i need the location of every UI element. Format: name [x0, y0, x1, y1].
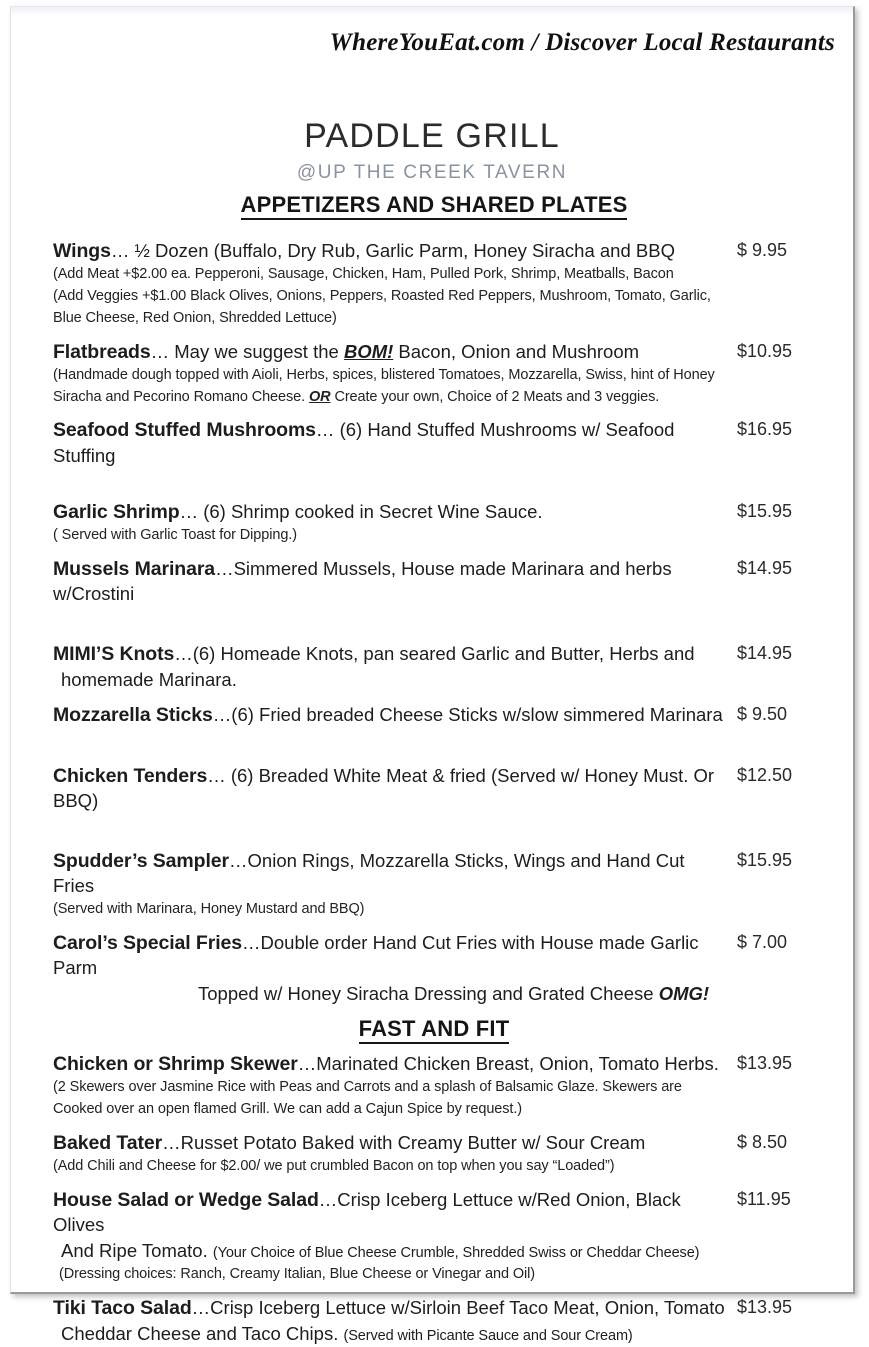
menu-item-seafood-stuffed-mushrooms [53, 417, 815, 468]
menu-item-title-line [53, 238, 727, 264]
menu-item-description-continuation: homemade Marinara. [61, 669, 237, 691]
menu-item-note: (Handmade dough topped with Aioli, Herbs, spices, blistered Tomatoes, Mozzarella, Swiss, hint of Honey [53, 366, 715, 383]
section-heading-appetizers-label: APPETIZERS AND SHARED PLATES [241, 192, 628, 220]
menu-item-ellipsis: … [212, 704, 232, 726]
menu-item-row [53, 499, 815, 525]
scan-artifact-band [11, 7, 853, 16]
menu-item-ellipsis: … [110, 240, 135, 261]
menu-item-description-after: Bacon, Onion and Mushroom [393, 340, 640, 362]
menu-item-text [53, 641, 737, 667]
menu-item-row [53, 930, 815, 1007]
menu-item-description-continuation [53, 1238, 815, 1264]
menu-item-description: ½ Dozen (Buffalo, Dry Rub, Garlic Parm, Honey Siracha and BBQ [134, 240, 675, 261]
menu-item-price: $11.95 [737, 1188, 791, 1209]
menu-item-text [53, 1187, 737, 1238]
menu-item-title-line [53, 848, 727, 899]
menu-item-name: MIMI’S Knots [53, 643, 175, 665]
menu-item-chicken-tenders [53, 763, 815, 814]
menu-item-ellipsis: … [318, 1188, 338, 1210]
menu-item-mimis-knots [53, 641, 815, 693]
menu-item-price: $12.50 [737, 764, 793, 785]
menu-item-description: (6) Breaded White Meat & fried (Served w/ Honey Must. Or BBQ) [53, 764, 715, 811]
menu-item-ellipsis: … [150, 340, 175, 362]
restaurant-name: PADDLE GRILL [304, 117, 560, 155]
menu-item-description: Marinated Chicken Breast, Onion, Tomato Herbs. [316, 1053, 719, 1074]
menu-item-title-line [53, 641, 727, 667]
section-heading-fast-and-fit-label: FAST AND FIT [359, 1016, 510, 1044]
menu-item-price: $ 9.50 [737, 704, 788, 725]
menu-body [53, 192, 815, 1347]
menu-item-row [53, 417, 815, 468]
menu-item-title-line [53, 1130, 727, 1156]
menu-item-note [53, 387, 815, 409]
continuation-note: (Served with Picante Sauce and Sour Cream) [343, 1328, 633, 1345]
menu-item-name: Garlic Shrimp [53, 500, 180, 523]
menu-item-text [53, 763, 737, 814]
menu-item-baked-tater [53, 1130, 815, 1178]
menu-item-description: (6) Shrimp cooked in Secret Wine Sauce. [203, 500, 543, 522]
menu-item-description: Double order Hand Cut Fries with House made Garlic Parm [53, 931, 699, 979]
menu-item-title-line [53, 763, 727, 814]
menu-item-name: Carol’s Special Fries [53, 931, 243, 954]
menu-item-row [53, 339, 815, 365]
menu-item-note: (Served with Marinara, Honey Mustard and BBQ) [53, 901, 365, 918]
menu-item-text [53, 930, 737, 1007]
continuation-text: Topped w/ Honey Siracha Dressing and Grated Cheese [198, 983, 659, 1005]
menu-item-row [53, 1187, 815, 1238]
menu-item-name: Chicken or Shrimp Skewer [53, 1053, 298, 1075]
menu-item-note: Cooked over an open flamed Grill. We can add a Cajun Spice by request.) [53, 1101, 522, 1118]
menu-item-chicken-or-shrimp-skewer [53, 1051, 815, 1121]
menu-item-name: Flatbreads [53, 340, 151, 363]
menu-page [10, 6, 855, 1345]
menu-item-description-before: May we suggest the [174, 340, 344, 362]
menu-item-row [53, 641, 815, 667]
menu-item-price: $13.95 [737, 1296, 793, 1317]
menu-item-ellipsis: … [179, 500, 204, 522]
menu-item-title-line [53, 702, 727, 728]
menu-item-house-salad-or-wedge-salad [53, 1187, 815, 1286]
menu-item-note: (Dressing choices: Ranch, Creamy Italian, Blue Cheese or Vinegar and Oil) [59, 1266, 535, 1283]
restaurant-location: @UP THE CREEK TAVERN [296, 161, 568, 183]
menu-item-row [53, 702, 815, 728]
menu-item-title-line [53, 1295, 727, 1321]
note-before: Siracha and Pecorino Romano Cheese. [53, 388, 309, 405]
menu-item-description-continuation [53, 1321, 815, 1347]
menu-item-description: (6) Fried breaded Cheese Sticks w/slow simmered Marinara [231, 704, 723, 726]
menu-item-name: House Salad or Wedge Salad [53, 1188, 319, 1211]
menu-item-ellipsis: … [162, 1131, 181, 1153]
menu-item-title-line [53, 930, 727, 981]
menu-item-text [53, 848, 737, 899]
menu-item-ellipsis: … [229, 849, 248, 871]
menu-item-row [53, 763, 815, 814]
menu-item-price: $15.95 [737, 849, 793, 870]
continuation-note: (Your Choice of Blue Cheese Crumble, Shredded Swiss or Cheddar Cheese) [212, 1245, 700, 1262]
menu-item-ellipsis: … [315, 419, 340, 441]
menu-item-mussels-marinara [53, 556, 815, 607]
menu-item-price: $ 9.95 [737, 240, 788, 260]
menu-item-name: Spudder’s Sampler [53, 849, 230, 872]
menu-item-description: Russet Potato Baked with Creamy Butter w/ Sour Cream [180, 1131, 646, 1153]
menu-item-description: Crisp Iceberg Lettuce w/Red Onion, Black Olives [53, 1188, 681, 1236]
menu-item-name: Mussels Marinara [53, 557, 216, 580]
menu-item-ellipsis: … [297, 1053, 317, 1074]
menu-item-price: $13.95 [737, 1053, 793, 1073]
menu-item-name: Mozzarella Sticks [53, 704, 213, 727]
menu-item-garlic-shrimp [53, 499, 815, 547]
menu-item-text [53, 499, 737, 525]
menu-item-price: $14.95 [737, 557, 793, 578]
menu-item-flatbreads [53, 339, 815, 409]
menu-item-wings [53, 238, 815, 330]
menu-item-name: Wings [53, 240, 111, 262]
menu-item-price: $ 8.50 [737, 1131, 788, 1152]
menu-item-text [53, 1130, 737, 1156]
menu-item-emphasis-or: OR [308, 388, 331, 405]
menu-masthead [11, 119, 853, 184]
menu-item-description: Crisp Iceberg Lettuce w/Sirloin Beef Taco Meat, Onion, Tomato [210, 1296, 725, 1318]
menu-item-emphasis-bom: BOM! [343, 340, 394, 362]
menu-item-ellipsis: … [174, 643, 193, 664]
site-watermark: WhereYouEat.com / Discover Local Restaurants [329, 29, 835, 56]
menu-item-note: (Add Chili and Cheese for $2.00/ we put crumbled Bacon on top when you say “Loaded”) [53, 1158, 615, 1175]
menu-item-emphasis-omg: OMG! [658, 983, 710, 1005]
menu-item-text [53, 238, 737, 264]
note-after: Create your own, Choice of 2 Meats and 3 veggies. [330, 388, 660, 405]
menu-item-mozzarella-sticks [53, 702, 815, 728]
menu-item-row [53, 1051, 815, 1077]
section-heading-appetizers [53, 192, 815, 218]
menu-item-text [53, 417, 737, 468]
menu-item-price: $16.95 [737, 419, 793, 440]
menu-item-ellipsis: … [191, 1296, 211, 1318]
menu-item-note: ( Served with Garlic Toast for Dipping.) [53, 526, 297, 543]
menu-item-text [53, 1051, 737, 1077]
menu-item-row [53, 238, 815, 264]
menu-item-ellipsis: … [215, 557, 234, 579]
menu-item-title-line [53, 1187, 727, 1238]
menu-item-note: (Add Meat +$2.00 ea. Pepperoni, Sausage, Chicken, Ham, Pulled Pork, Shrimp, Meatballs, Bacon [53, 266, 674, 283]
menu-item-title-line [53, 556, 727, 607]
menu-item-text [53, 556, 737, 607]
menu-item-price: $10.95 [737, 340, 793, 361]
menu-item-row [53, 1130, 815, 1156]
menu-item-name: Tiki Taco Salad [53, 1296, 192, 1319]
continuation-text: And Ripe Tomato. [61, 1240, 213, 1262]
menu-item-note: (2 Skewers over Jasmine Rice with Peas and Carrots and a splash of Balsamic Glaze. Skewers are [53, 1079, 682, 1096]
menu-item-name: Chicken Tenders [53, 764, 208, 787]
menu-item-description-continuation [53, 981, 727, 1007]
menu-item-row [53, 556, 815, 607]
continuation-text: Cheddar Cheese and Taco Chips. [61, 1323, 344, 1345]
menu-item-ellipsis: … [207, 764, 231, 786]
menu-item-description: (6) Hand Stuffed Mushrooms w/ Seafood Stuffing [53, 419, 675, 466]
menu-item-tiki-taco-salad [53, 1295, 815, 1347]
menu-item-row [53, 1295, 815, 1321]
menu-item-price: $14.95 [737, 643, 793, 663]
menu-item-description: Simmered Mussels, House made Marinara and herbs w/Crostini [53, 557, 672, 605]
menu-item-note: Blue Cheese, Red Onion, Shredded Lettuce) [53, 309, 337, 326]
menu-item-text [53, 1295, 737, 1321]
menu-item-title-line [53, 499, 727, 525]
menu-item-carols-special-fries [53, 930, 815, 1007]
menu-item-name: Seafood Stuffed Mushrooms [53, 419, 316, 442]
section-heading-fast-and-fit [53, 1016, 815, 1042]
menu-item-title-line [53, 417, 727, 468]
menu-item-text [53, 702, 737, 728]
menu-item-description: (6) Homeade Knots, pan seared Garlic and Butter, Herbs and [192, 643, 695, 664]
menu-item-description: Onion Rings, Mozzarella Sticks, Wings and Hand Cut Fries [53, 849, 685, 897]
menu-item-name: Baked Tater [53, 1131, 163, 1154]
menu-item-ellipsis: … [242, 931, 261, 953]
menu-item-text [53, 339, 737, 365]
menu-item-note: (Add Veggies +$1.00 Black Olives, Onions, Peppers, Roasted Red Peppers, Mushroom, Tomato, Garlic, [53, 288, 711, 305]
menu-item-row [53, 848, 815, 899]
menu-item-title-line [53, 1051, 727, 1077]
menu-item-spudders-sampler [53, 848, 815, 921]
menu-item-price: $15.95 [737, 500, 793, 521]
menu-item-price: $ 7.00 [737, 931, 788, 952]
menu-item-title-line [53, 339, 727, 365]
